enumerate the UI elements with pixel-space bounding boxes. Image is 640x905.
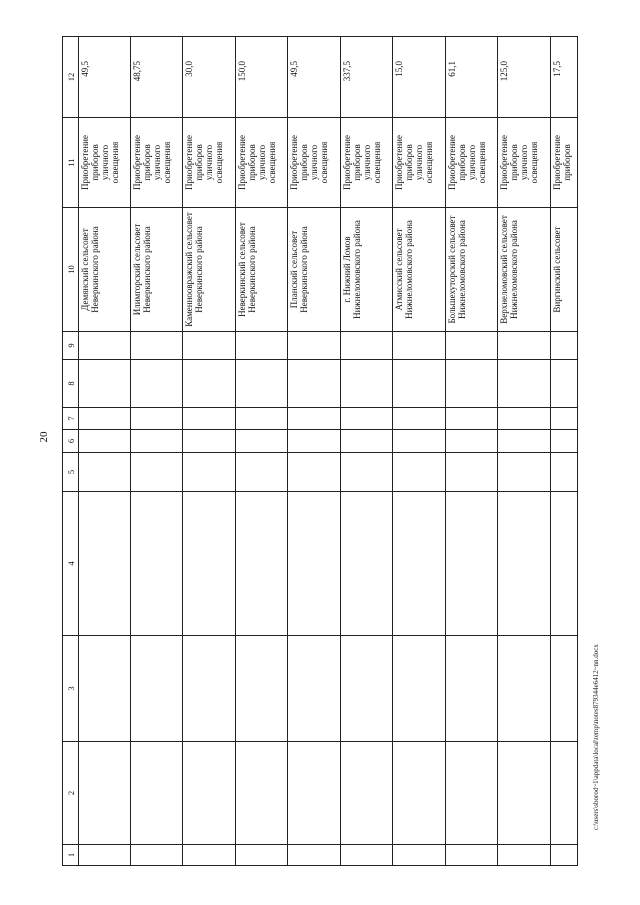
table-cell xyxy=(498,430,551,453)
settlement-cell: Виргинский сельсовет xyxy=(551,208,578,332)
settlement-cell: Большехуторский сельсовет Нижнеломовского района xyxy=(446,208,498,332)
table-cell xyxy=(79,360,131,408)
table-cell xyxy=(183,430,236,453)
table-cell xyxy=(79,453,131,492)
purpose-text: Приобретение приборов уличного освещения xyxy=(132,135,172,190)
table-cell xyxy=(183,408,236,430)
table-row xyxy=(79,37,131,866)
page-number: 20 xyxy=(38,431,50,443)
table-cell xyxy=(341,453,393,492)
column-header: 3 xyxy=(63,636,79,742)
purpose-text: Приобретение приборов уличного освещения xyxy=(447,135,487,190)
table-cell xyxy=(341,408,393,430)
table-cell xyxy=(551,408,578,430)
amount-cell: 17,5 xyxy=(551,37,578,118)
amount-cell: 150,0 xyxy=(236,37,288,118)
purpose-cell xyxy=(131,118,183,208)
table-cell xyxy=(393,332,446,360)
settlement-cell: г. Нижний Ломов Нижнеломовского района xyxy=(341,208,393,332)
table-cell xyxy=(446,453,498,492)
table-cell xyxy=(183,845,236,866)
table-cell xyxy=(183,360,236,408)
purpose-cell xyxy=(393,118,446,208)
table-cell xyxy=(551,845,578,866)
table-cell xyxy=(341,845,393,866)
table-cell xyxy=(288,636,341,742)
amount-cell: 30,0 xyxy=(183,37,236,118)
table-cell xyxy=(288,360,341,408)
header-row xyxy=(63,37,79,866)
amount-cell: 49,5 xyxy=(79,37,131,118)
table-cell xyxy=(183,492,236,636)
table-body xyxy=(79,37,578,866)
data-table xyxy=(62,36,578,866)
table-cell xyxy=(446,332,498,360)
table-cell xyxy=(393,742,446,845)
table-cell xyxy=(236,742,288,845)
table-cell xyxy=(79,636,131,742)
table-row xyxy=(498,37,551,866)
table-cell xyxy=(131,360,183,408)
table-cell xyxy=(236,430,288,453)
table-cell xyxy=(551,332,578,360)
table-cell xyxy=(498,360,551,408)
purpose-text: Приобретение приборов уличного освещения xyxy=(289,135,329,190)
table-cell xyxy=(236,453,288,492)
table-cell xyxy=(79,332,131,360)
amount-cell: 48,75 xyxy=(131,37,183,118)
table-cell xyxy=(551,430,578,453)
column-header: 11 xyxy=(63,118,79,208)
table-cell xyxy=(183,742,236,845)
table-cell xyxy=(341,360,393,408)
table-cell xyxy=(183,332,236,360)
table-cell xyxy=(236,360,288,408)
purpose-cell xyxy=(551,118,578,208)
table-cell xyxy=(183,636,236,742)
table-cell xyxy=(498,408,551,430)
settlement-cell: Неверкинский сельсовет Неверкинского района xyxy=(236,208,288,332)
table-cell xyxy=(288,742,341,845)
column-header: 6 xyxy=(63,430,79,453)
table-cell xyxy=(551,492,578,636)
table-cell xyxy=(446,492,498,636)
table-row xyxy=(288,37,341,866)
table-row xyxy=(341,37,393,866)
table-cell xyxy=(446,845,498,866)
purpose-text: Приобретение приборов уличного освещения xyxy=(499,135,539,190)
settlement-cell: Каменноовражский сельсовет Неверкинского района xyxy=(183,208,236,332)
table-cell xyxy=(498,636,551,742)
table-cell xyxy=(551,453,578,492)
purpose-cell xyxy=(498,118,551,208)
table-cell xyxy=(131,845,183,866)
amount-cell: 61,1 xyxy=(446,37,498,118)
table-row xyxy=(446,37,498,866)
purpose-cell xyxy=(341,118,393,208)
table-cell xyxy=(446,742,498,845)
table-cell xyxy=(341,430,393,453)
table-row xyxy=(551,37,578,866)
column-header: 4 xyxy=(63,492,79,636)
table-cell xyxy=(498,332,551,360)
purpose-text: Приобретение приборов уличного освещения xyxy=(80,135,120,190)
table-cell xyxy=(446,636,498,742)
table-cell xyxy=(131,492,183,636)
amount-cell: 15,0 xyxy=(393,37,446,118)
table-cell xyxy=(131,742,183,845)
table-row xyxy=(393,37,446,866)
table-cell xyxy=(393,453,446,492)
table-cell xyxy=(131,430,183,453)
table-row xyxy=(236,37,288,866)
table-cell xyxy=(79,408,131,430)
table-cell xyxy=(393,360,446,408)
table-cell xyxy=(393,492,446,636)
table-cell xyxy=(236,636,288,742)
purpose-cell xyxy=(79,118,131,208)
table-cell xyxy=(498,742,551,845)
column-header: 8 xyxy=(63,360,79,408)
table-cell xyxy=(79,430,131,453)
table-cell xyxy=(183,453,236,492)
purpose-text: Приобретение приборов уличного освещения xyxy=(237,135,277,190)
purpose-text: Приобретение приборов уличного освещения xyxy=(394,135,434,190)
table-cell xyxy=(551,742,578,845)
table-cell xyxy=(498,845,551,866)
column-header: 10 xyxy=(63,208,79,332)
table-cell xyxy=(393,408,446,430)
table-cell xyxy=(288,332,341,360)
table-cell xyxy=(551,636,578,742)
table-cell xyxy=(288,492,341,636)
settlement-cell: Илимгорский сельсовет Неверкинского района xyxy=(131,208,183,332)
table-cell xyxy=(288,453,341,492)
table-cell xyxy=(393,845,446,866)
column-header: 9 xyxy=(63,332,79,360)
table-cell xyxy=(131,636,183,742)
table-cell xyxy=(288,845,341,866)
table-cell xyxy=(236,845,288,866)
column-header: 1 xyxy=(63,845,79,866)
table-cell xyxy=(288,430,341,453)
file-path: c:\users\sborod~1\appdata\local\temp\notes879344e6412~nn.docx xyxy=(592,644,600,830)
table-cell xyxy=(79,845,131,866)
table-cell xyxy=(236,408,288,430)
table-cell xyxy=(131,408,183,430)
purpose-text: Приобретение приборов уличного освещения xyxy=(184,135,224,190)
table-cell xyxy=(131,332,183,360)
table-cell xyxy=(79,742,131,845)
column-header: 5 xyxy=(63,453,79,492)
settlement-cell: Верхнеломовский сельсовет Нижнеломовского района xyxy=(498,208,551,332)
table-row xyxy=(131,37,183,866)
table-cell xyxy=(446,360,498,408)
amount-cell: 49,5 xyxy=(288,37,341,118)
table-cell xyxy=(236,332,288,360)
purpose-cell xyxy=(183,118,236,208)
settlement-cell: Демянский сельсовет Неверкинского района xyxy=(79,208,131,332)
table-cell xyxy=(79,492,131,636)
table-cell xyxy=(393,636,446,742)
table-cell xyxy=(341,742,393,845)
table-cell xyxy=(341,332,393,360)
purpose-text: Приобретение приборов уличного освещения xyxy=(342,135,382,190)
table-cell xyxy=(341,636,393,742)
table-row xyxy=(183,37,236,866)
table-cell xyxy=(341,492,393,636)
amount-cell: 125,0 xyxy=(498,37,551,118)
purpose-cell xyxy=(236,118,288,208)
purpose-text: Приобретение приборов xyxy=(552,135,572,190)
settlement-cell: Планский сельсовет Неверкинского района xyxy=(288,208,341,332)
table-cell xyxy=(551,360,578,408)
table-cell xyxy=(131,453,183,492)
table-cell xyxy=(236,492,288,636)
table-cell xyxy=(498,492,551,636)
amount-cell: 337,5 xyxy=(341,37,393,118)
purpose-cell xyxy=(288,118,341,208)
table-cell xyxy=(288,408,341,430)
column-header: 7 xyxy=(63,408,79,430)
table-cell xyxy=(498,453,551,492)
table-cell xyxy=(393,430,446,453)
purpose-cell xyxy=(446,118,498,208)
table-cell xyxy=(446,430,498,453)
settlement-cell: Атмисский сельсовет Нижнеломовского района xyxy=(393,208,446,332)
column-header: 2 xyxy=(63,742,79,845)
column-header: 12 xyxy=(63,37,79,118)
table-cell xyxy=(446,408,498,430)
